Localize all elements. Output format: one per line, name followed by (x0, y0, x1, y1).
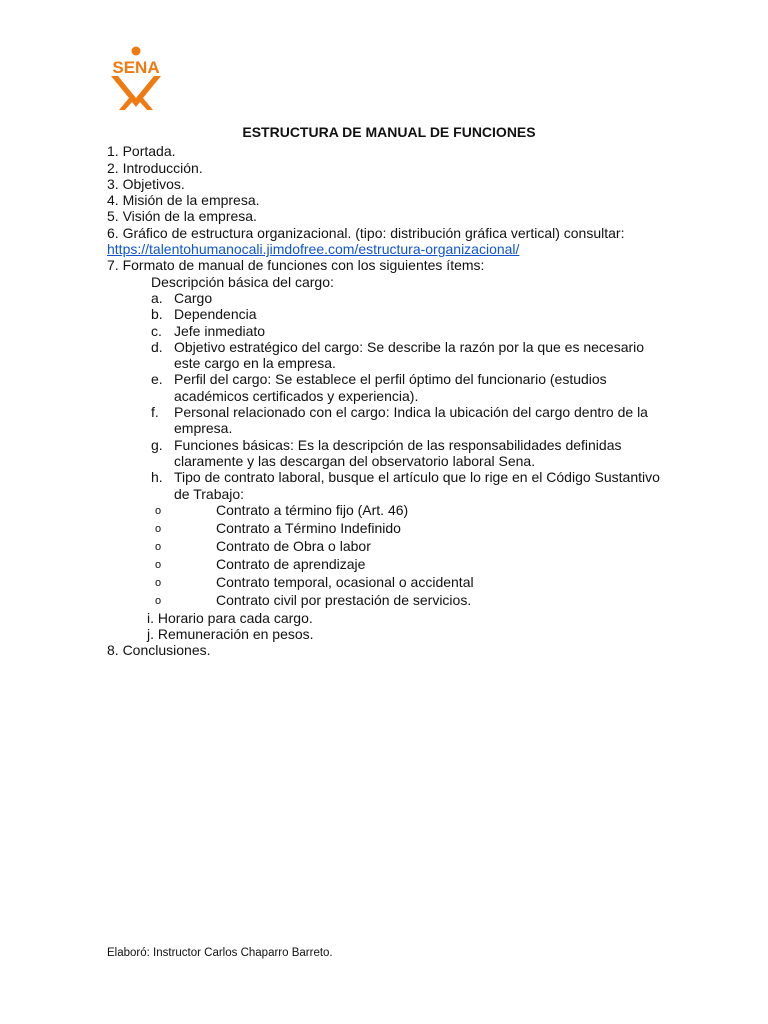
sena-logo-mark (107, 46, 165, 110)
bullet-text: Contrato a Término Indefinido (216, 519, 401, 536)
bullet-text: Contrato a término fijo (Art. 46) (216, 501, 409, 518)
section-grafico: 6. Gráfico de estructura organizacional. (tipo: distribución gráfica vertical) consultar: (107, 224, 625, 241)
list-marker: h. (151, 469, 163, 486)
bullet-icon: o (155, 504, 162, 517)
bullet-icon: o (155, 558, 162, 571)
list-item (107, 306, 667, 322)
page-title: ESTRUCTURA DE MANUAL DE FUNCIONES (242, 124, 536, 140)
list-item (107, 469, 667, 502)
bullet-icon: o (155, 522, 162, 535)
list-marker: b. (151, 306, 163, 323)
subheading: Descripción básica del cargo: (151, 273, 334, 290)
section-mision: 4. Misión de la empresa. (107, 192, 260, 209)
list-item-text: Perfil del cargo: Se establece el perfil óptimo del funcionario (estudios académicos certificados y experiencia). (174, 371, 607, 404)
list-marker: c. (151, 322, 162, 339)
list-item-text: Tipo de contrato laboral, busque el artículo que lo rige en el Código Sustantivo de Trabajo: (174, 469, 660, 502)
list-item-text: Personal relacionado con el cargo: Indica la ubicación del cargo dentro de la empresa. (174, 404, 648, 437)
document-body (107, 124, 667, 659)
list-item-text: Objetivo estratégico del cargo: Se describe la razón por la que es necesario este cargo en la empresa. (174, 338, 645, 372)
list-item-text: Funciones básicas: Es la descripción de las responsabilidades definidas claramente y las descargan del observatorio laboral Sena. (174, 436, 622, 469)
list-marker: e. (151, 371, 163, 388)
bullet-item (107, 538, 667, 556)
list-item-text: Cargo (174, 289, 213, 306)
list-marker: d. (151, 338, 163, 355)
list-marker: f. (151, 404, 159, 421)
list-item-text: Jefe inmediato (174, 322, 266, 339)
list-marker: g. (151, 436, 163, 453)
bullet-text: Contrato temporal, ocasional o accidental (216, 573, 474, 590)
section-conclusiones: 8. Conclusiones. (107, 642, 211, 659)
list-item (107, 371, 667, 404)
section-objetivos: 3. Objetivos. (107, 175, 185, 192)
sena-logo (107, 46, 165, 110)
bullet-item (107, 592, 667, 610)
list-marker: a. (151, 289, 163, 306)
section-vision: 5. Visión de la empresa. (107, 208, 257, 225)
list-item-text: Dependencia (174, 306, 257, 323)
bullet-icon: o (155, 540, 162, 553)
bullet-item (107, 520, 667, 538)
list-item (107, 339, 667, 372)
bullet-text: Contrato de aprendizaje (216, 555, 366, 572)
bullet-item (107, 556, 667, 574)
list-item (107, 404, 667, 437)
bullet-item (107, 574, 667, 592)
section-formato: 7. Formato de manual de funciones con los siguientes ítems: (107, 257, 485, 274)
estructura-organizacional-link[interactable]: https://talentohumanocali.jimdofree.com/estructura-organizacional/ (107, 241, 520, 258)
bullet-item (107, 502, 667, 520)
footer-author: Elaboró: Instructor Carlos Chaparro Barreto. (107, 947, 333, 959)
list-item (107, 290, 667, 306)
list-item-horario: i. Horario para cada cargo. (147, 609, 313, 626)
section-portada: 1. Portada. (107, 143, 176, 160)
bullet-icon: o (155, 594, 162, 607)
section-introduccion: 2. Introducción. (107, 159, 203, 176)
list-item (107, 437, 667, 470)
list-item (107, 323, 667, 339)
bullet-text: Contrato civil por prestación de servicios. (216, 591, 472, 608)
bullet-text: Contrato de Obra o labor (216, 537, 371, 554)
sena-logo-text: SENA (112, 58, 160, 77)
list-item-remuneracion: j. Remuneración en pesos. (147, 626, 314, 643)
bullet-icon: o (155, 576, 162, 589)
